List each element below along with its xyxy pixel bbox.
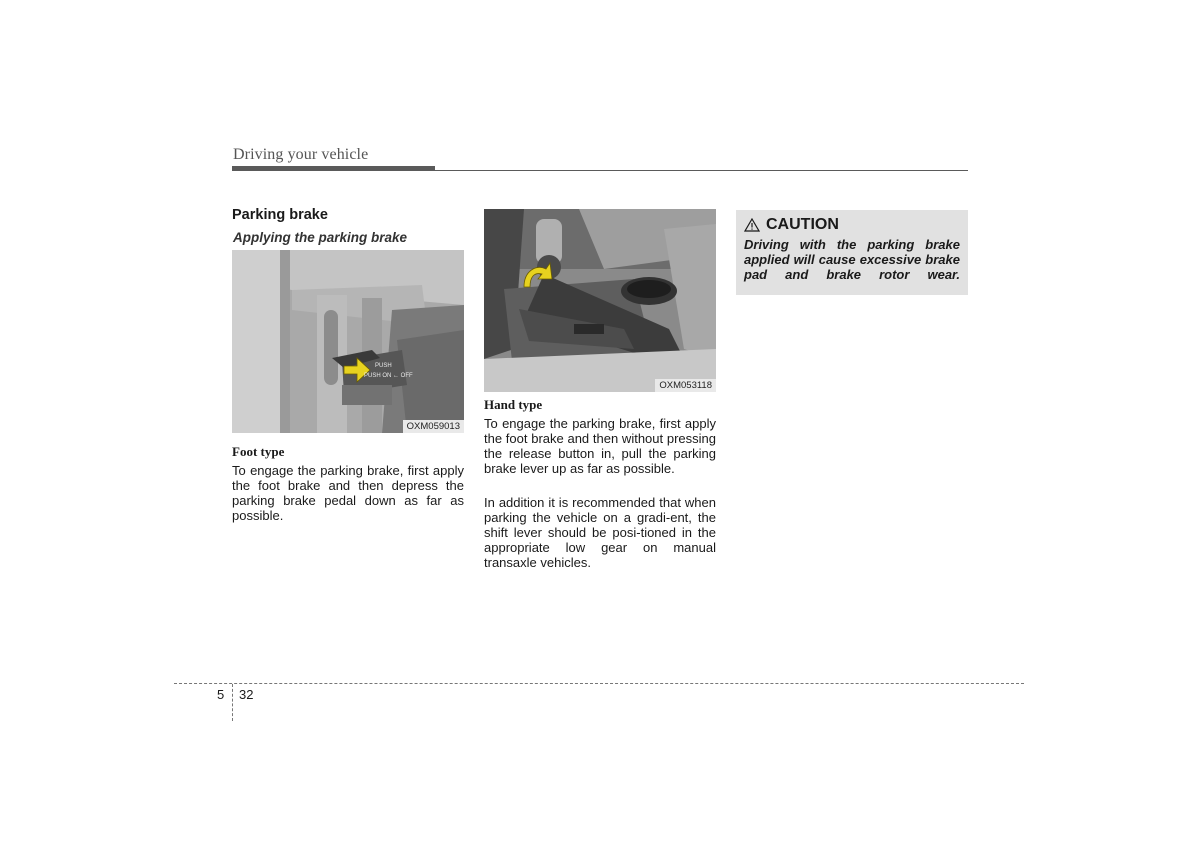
page-number: 32: [239, 687, 254, 702]
chapter-number: 5: [217, 687, 225, 702]
foot-type-text: To engage the parking brake, first apply the foot brake and then depress the parking brake pedal down as far as possible.: [232, 463, 464, 523]
image-code: OXM059013: [403, 420, 464, 433]
image-code: OXM053118: [655, 379, 716, 392]
pedal-label-bottom: PUSH ON ← OFF: [364, 373, 413, 379]
foot-type-heading: Foot type: [232, 444, 285, 459]
subsection-heading: Applying the parking brake: [233, 230, 408, 245]
warning-icon: [744, 218, 760, 232]
foot-brake-photo: [232, 250, 464, 433]
caution-box: [736, 210, 968, 295]
caution-text: Driving with the parking brake applied will cause excessive brake pad and brake rotor wear.: [744, 237, 960, 282]
pedal-label-top: PUSH: [375, 363, 392, 369]
caution-title: CAUTION: [766, 216, 839, 233]
hand-type-text-2: In addition it is recommended that when parking the vehicle on a gradi-ent, the shift lever should be posi-tioned in the appropriate low gear on manual transaxle vehicles.: [484, 495, 716, 570]
section-heading: Parking brake: [232, 207, 328, 223]
hand-brake-photo: [484, 209, 716, 392]
header-rule-thin: [435, 170, 968, 171]
header-rule-thick: [232, 166, 435, 171]
hand-type-text: To engage the parking brake, first apply the foot brake and then without pressing the release button in, pull the parking brake lever up as far as possible.: [484, 416, 716, 476]
foot-brake-illustration: [232, 250, 464, 433]
hand-brake-illustration: [484, 209, 716, 392]
footer-rule: [174, 683, 1024, 684]
footer-divider: [232, 684, 233, 721]
running-header: Driving your vehicle: [233, 146, 369, 163]
hand-type-heading: Hand type: [484, 397, 543, 412]
